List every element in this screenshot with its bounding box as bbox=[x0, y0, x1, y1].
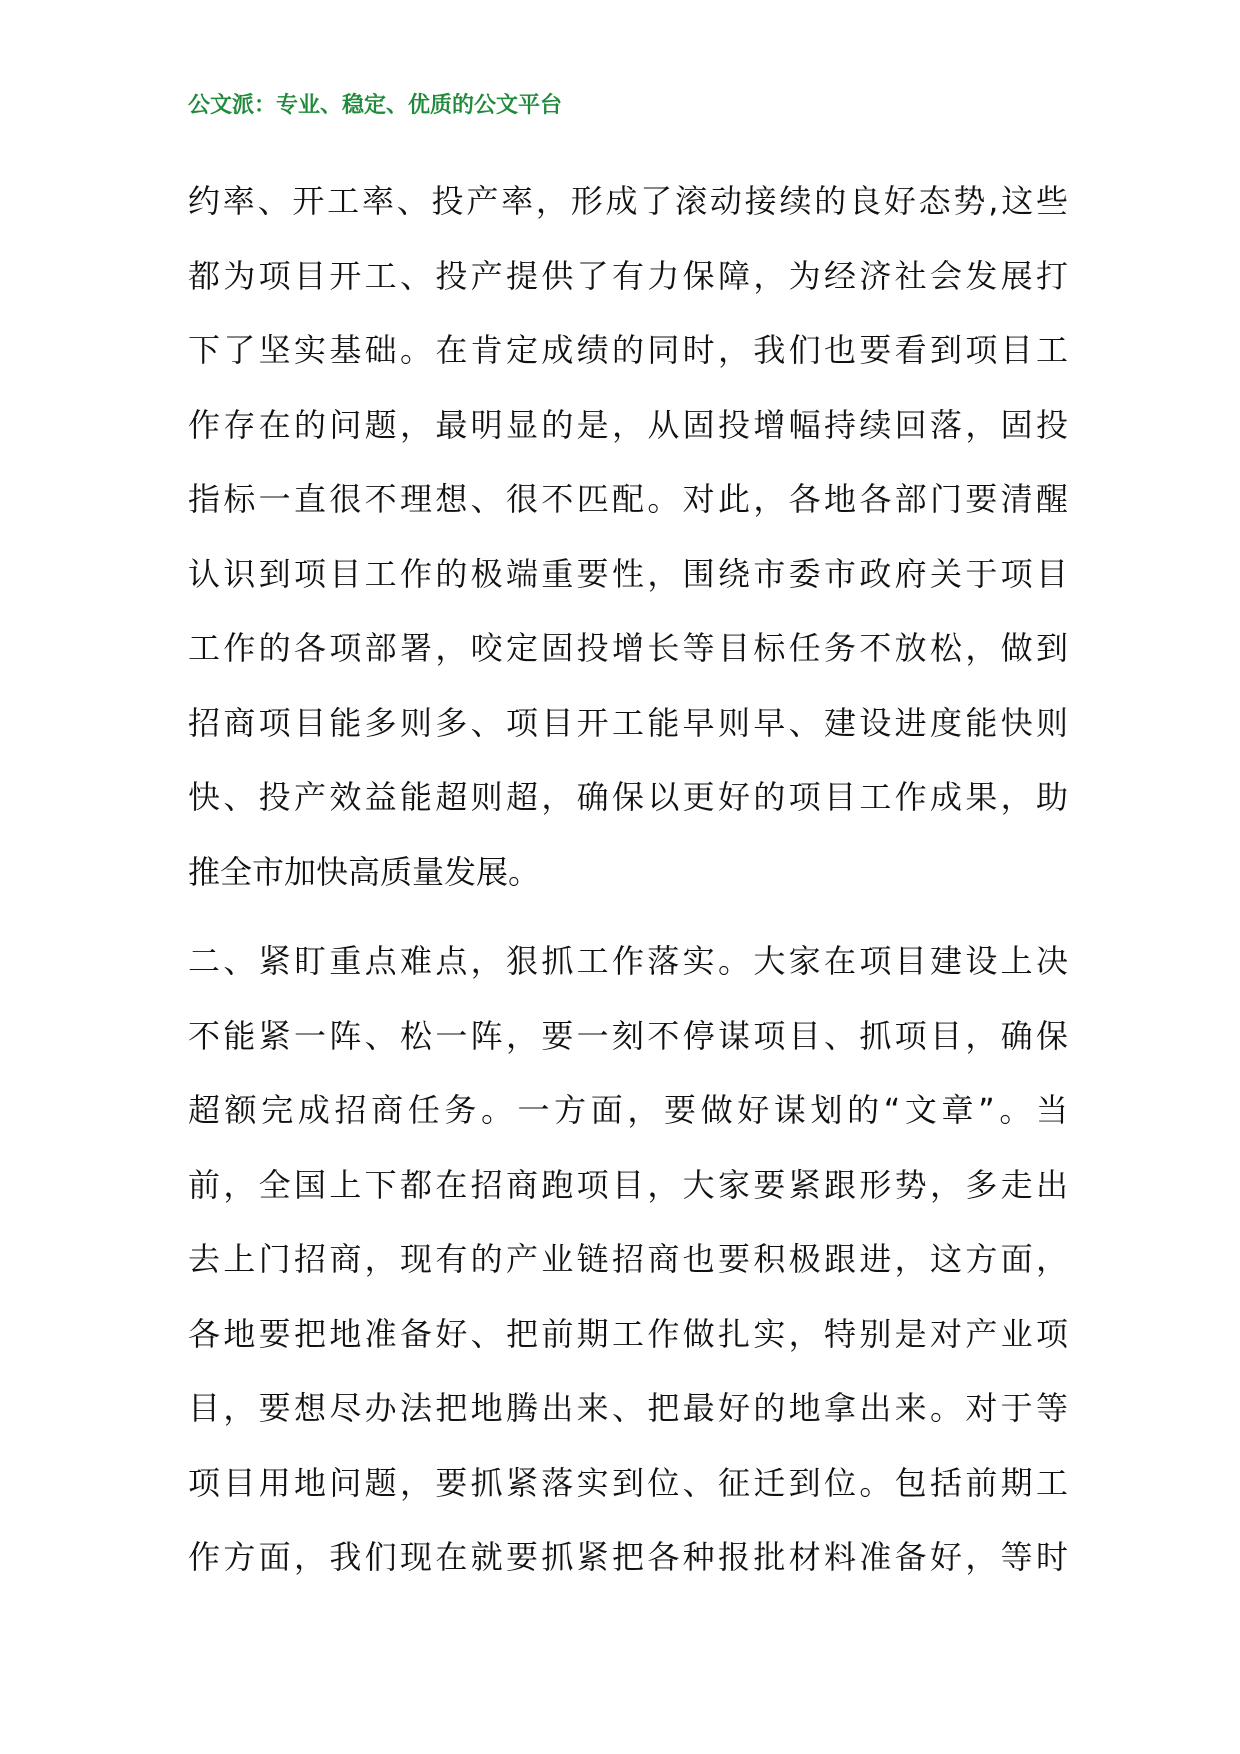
text-line: 不能紧一阵、松一阵，要一刻不停谋项目、抓项目，确保 bbox=[188, 1016, 1068, 1055]
paragraph-1 bbox=[188, 164, 1068, 909]
text-line: 工作的各项部署，咬定固投增长等目标任务不放松，做到 bbox=[188, 629, 1068, 667]
text-line: 目，要想尽办法把地腾出来、把最好的地拿出来。对于等 bbox=[188, 1389, 1068, 1427]
text-line: 约率、开工率、投产率，形成了滚动接续的良好态势,这些 bbox=[188, 182, 1068, 220]
text-line: 各地要把地准备好、把前期工作做扎实，特别是对产业项 bbox=[188, 1314, 1068, 1353]
text-line: 指标一直很不理想、很不匹配。对此，各地各部门要清醒 bbox=[188, 480, 1068, 518]
paragraph-2 bbox=[188, 924, 1068, 1595]
text-line: 推全市加快高质量发展。 bbox=[188, 852, 541, 891]
text-line: 二、紧盯重点难点，狠抓工作落实。大家在项目建设上决 bbox=[188, 942, 1068, 980]
text-line: 去上门招商，现有的产业链招商也要积极跟进，这方面， bbox=[188, 1240, 1068, 1278]
text-line: 认识到项目工作的极端重要性，围绕市委市政府关于项目 bbox=[188, 554, 1068, 593]
text-line: 都为项目开工、投产提供了有力保障，为经济社会发展打 bbox=[188, 256, 1068, 295]
text-line: 快、投产效益能超则超，确保以更好的项目工作成果，助 bbox=[188, 778, 1068, 816]
text-line: 超额完成招商任务。一方面，要做好谋划的“文章”。当 bbox=[188, 1091, 1068, 1129]
text-line: 下了坚实基础。在肯定成绩的同时，我们也要看到项目工 bbox=[188, 331, 1068, 369]
text-line: 前，全国上下都在招商跑项目，大家要紧跟形势，多走出 bbox=[188, 1165, 1068, 1204]
text-line: 作存在的问题，最明显的是，从固投增幅持续回落，固投 bbox=[188, 405, 1068, 444]
document-body bbox=[188, 164, 1068, 1595]
text-line: 项目用地问题，要抓紧落实到位、征迁到位。包括前期工 bbox=[188, 1463, 1068, 1502]
text-line: 招商项目能多则多、项目开工能早则早、建设进度能快则 bbox=[188, 703, 1068, 742]
page-header: 公文派：专业、稳定、优质的公文平台 bbox=[188, 93, 563, 118]
text-line: 作方面，我们现在就要抓紧把各种报批材料准备好，等时 bbox=[188, 1538, 1068, 1576]
